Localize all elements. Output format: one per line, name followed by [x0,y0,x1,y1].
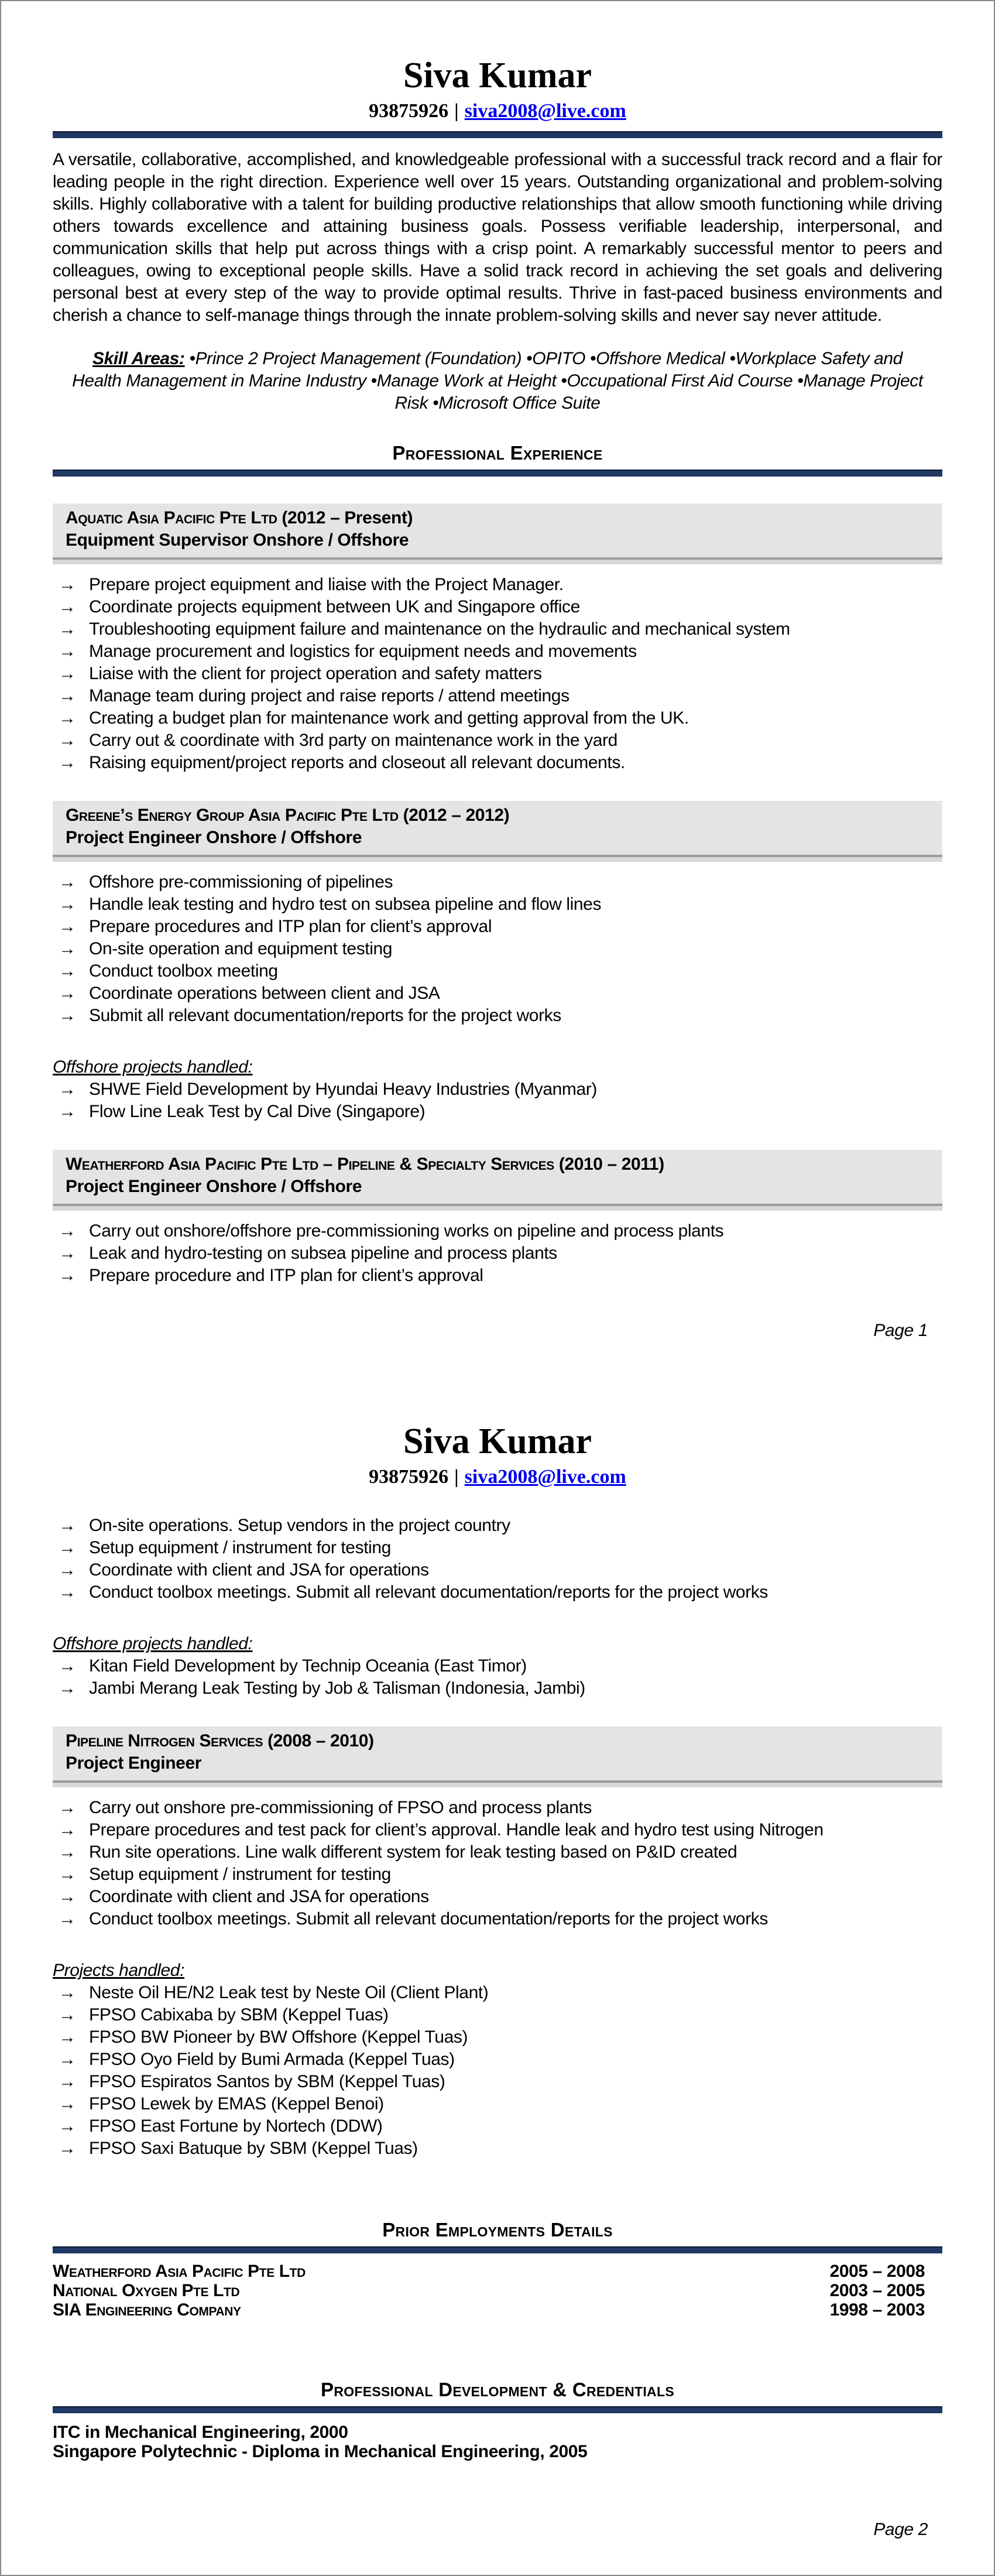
bullet-text: FPSO East Fortune by Nortech (DDW) [89,2116,383,2136]
arrow-bullet-icon: → [59,1842,76,1862]
job-company: Pipeline Nitrogen Services [66,1731,263,1751]
arrow-bullet-icon: → [59,961,76,981]
bullet-list [53,1220,942,1287]
offshore-projects-label: Offshore projects handled: [53,1634,253,1653]
banner-edge [53,1780,942,1787]
bullet-text: Prepare project equipment and liaise with the Project Manager. [89,575,564,594]
bullet-item [53,1242,942,1265]
bullet-text: Kitan Field Development by Technip Oceania (East Timor) [89,1656,527,1676]
candidate-name: Siva Kumar [403,56,592,95]
bullet-text: Carry out onshore pre-commissioning of FPSO and process plants [89,1798,592,1817]
bullet-text: FPSO BW Pioneer by BW Offshore (Keppel Tuas) [89,2027,468,2047]
arrow-bullet-icon: → [59,1560,76,1580]
arrow-bullet-icon: → [59,939,76,958]
bullet-item [53,1515,942,1537]
arrow-bullet-icon: → [59,686,76,705]
bullet-item [53,1819,942,1841]
job-dates: (2008 – 2010) [267,1731,374,1751]
candidate-name: Siva Kumar [403,1421,592,1461]
bullet-item [53,752,942,774]
bullet-item [53,1982,942,2004]
arrow-bullet-icon: → [59,2072,76,2091]
skill-areas-text: •Prince 2 Project Management (Foundation) •OPITO •Offshore Medical •Workplace Safety and Health Management in Marine Industry •Manage Work at Height •Occupational First Aid Course •Manage Project Risk •Microsoft Office Suite [72,349,923,413]
arrow-bullet-icon: → [59,1656,76,1676]
job-title: Equipment Supervisor Onshore / Offshore [66,530,409,550]
bullet-text: Flow Line Leak Test by Cal Dive (Singapore) [89,1102,426,1121]
arrow-bullet-icon: → [59,1820,76,1839]
bullet-text: Raising equipment/project reports and closeout all relevant documents. [89,753,625,772]
job-company-line [66,1730,929,1752]
bullet-text: Manage team during project and raise reports / attend meetings [89,686,569,705]
arrow-bullet-icon: → [59,917,76,936]
job-banner [53,801,942,862]
job-title: Project Engineer Onshore / Offshore [66,1177,362,1196]
bullet-list [53,1797,942,1930]
page2-header [53,1421,942,1489]
bullet-text: Carry out onshore/offshore pre-commissioning works on pipeline and process plants [89,1221,724,1241]
arrow-bullet-icon: → [59,1865,76,1884]
job-company-line [66,1153,929,1176]
bullet-item [53,960,942,982]
bullet-text: FPSO Espiratos Santos by SBM (Keppel Tuas) [89,2072,445,2091]
contact-line [53,100,942,123]
bullet-item [53,1265,942,1287]
bullet-item [53,2093,942,2115]
bullet-text: Submit all relevant documentation/reports for the project works [89,1006,561,1025]
offshore-projects-list [53,1078,942,1123]
bullet-item [53,2137,942,2160]
job-dates: (2012 – Present) [282,508,413,527]
bullet-item [53,1101,942,1123]
arrow-bullet-icon: → [59,1798,76,1817]
bullet-text: On-site operations. Setup vendors in the project country [89,1516,510,1535]
skill-areas [70,348,925,415]
prior-employment-row [53,2300,942,2320]
job-banner [53,1150,942,1211]
prior-company: Weatherford Asia Pacific Pte Ltd [53,2262,306,2281]
arrow-bullet-icon: → [59,575,76,594]
email-link[interactable]: siva2008@live.com [464,1466,626,1488]
arrow-bullet-icon: → [59,1266,76,1285]
arrow-bullet-icon: → [59,2005,76,2025]
bullet-item [53,618,942,640]
arrow-bullet-icon: → [59,1102,76,1121]
bullet-text: Prepare procedures and ITP plan for client’s approval [89,917,492,936]
arrow-bullet-icon: → [59,1516,76,1535]
bullet-item [53,893,942,916]
bullet-text: Conduct toolbox meeting [89,961,278,981]
arrow-bullet-icon: → [59,1080,76,1099]
bullet-item [53,685,942,707]
summary-paragraph: A versatile, collaborative, accomplished, and knowledgeable professional with a successful track record and a flair for leading people in the right direction. Experience well over 15 years. Outstanding organizational and problem-solving skills. Highly collaborative with a talent for building productive relationships that allow smooth functioning while driving others towards excellence and attaining business goals. Possess verifiable leadership, interpersonal, and communication skills that help put across things with a crisp point. A remarkably successful mentor to peers and colleagues, owing to exceptional people skills. Have a solid track record in achieving the set goals and delivering personal best at every step of the way to provide optimal results. Thrive in fast-paced business environments and cherish a chance to self-manage things through the innate problem-solving skills and never say never attitude. [53,150,942,325]
arrow-bullet-icon: → [59,1538,76,1557]
bullet-text: FPSO Saxi Batuque by SBM (Keppel Tuas) [89,2139,418,2158]
arrow-bullet-icon: → [59,1909,76,1928]
bullet-text: Manage procurement and logistics for equipment needs and movements [89,642,637,661]
job-company: Aquatic Asia Pacific Pte Ltd [66,508,277,527]
bullet-text: FPSO Cabixaba by SBM (Keppel Tuas) [89,2005,389,2025]
bullet-item [53,871,942,893]
arrow-bullet-icon: → [59,664,76,683]
arrow-bullet-icon: → [59,1221,76,1241]
contact-separator: | [454,100,459,122]
bullet-text: Conduct toolbox meetings. Submit all relevant documentation/reports for the project works [89,1582,768,1602]
bullet-item [53,1537,942,1559]
arrow-bullet-icon: → [59,1678,76,1698]
job-title: Project Engineer Onshore / Offshore [66,828,362,847]
job-banner [53,503,942,564]
section-divider [53,470,942,477]
bullet-text: Coordinate projects equipment between UK and Singapore office [89,597,580,616]
arrow-bullet-icon: → [59,1006,76,1025]
banner-edge [53,557,942,564]
bullet-text: Conduct toolbox meetings. Submit all relevant documentation/reports for the project works [89,1909,768,1928]
bullet-item [53,729,942,752]
bullet-item [53,1864,942,1886]
bullet-text: Handle leak testing and hydro test on subsea pipeline and flow lines [89,895,602,914]
arrow-bullet-icon: → [59,597,76,616]
arrow-bullet-icon: → [59,1983,76,2002]
arrow-bullet-icon: → [59,1887,76,1906]
page1-footer: Page 1 [873,1321,928,1340]
bullet-item [53,1581,942,1604]
bullet-item [53,2115,942,2137]
contact-line [53,1465,942,1489]
bullet-text: Liaise with the client for project operation and safety matters [89,664,542,683]
job-greenes [53,801,942,1123]
prior-employment-row [53,2281,942,2300]
bullet-text: Offshore pre-commissioning of pipelines [89,872,393,892]
bullet-text: Carry out & coordinate with 3rd party on maintenance work in the yard [89,731,617,750]
section-divider [53,2246,942,2253]
arrow-bullet-icon: → [59,1582,76,1602]
projects-handled-label: Projects handled: [53,1961,185,1980]
bullet-text: Setup equipment / instrument for testing [89,1538,391,1557]
bullet-item [53,640,942,663]
job-company-line [66,804,929,827]
email-link[interactable]: siva2008@live.com [464,100,626,122]
header-divider [53,131,942,138]
bullet-item [53,1677,942,1700]
page1-header [53,55,942,138]
bullet-item [53,1559,942,1581]
phone-number: 93875926 [369,100,449,122]
arrow-bullet-icon: → [59,2094,76,2113]
arrow-bullet-icon: → [59,708,76,728]
bullet-list [53,574,942,774]
section-heading-prior-employments: Prior Employments Details [382,2219,613,2241]
section-heading-credentials: Professional Development & Credentials [321,2379,674,2400]
bullet-text: Coordinate with client and JSA for operations [89,1560,429,1580]
arrow-bullet-icon: → [59,872,76,892]
arrow-bullet-icon: → [59,753,76,772]
credentials-list [53,2423,942,2461]
prior-years: 2005 – 2008 [829,2262,925,2281]
phone-number: 93875926 [369,1466,449,1488]
job-company-line [66,507,929,529]
offshore-projects-list [53,1655,942,1700]
credential-item: Singapore Polytechnic - Diploma in Mechanical Engineering, 2005 [53,2442,588,2461]
continuation-bullet-list [53,1515,942,1604]
bullet-text: On-site operation and equipment testing [89,939,393,958]
bullet-list [53,871,942,1027]
job-dates: (2010 – 2011) [558,1155,664,1174]
bullet-text: Prepare procedures and test pack for client’s approval. Handle leak and hydro test using Nitrogen [89,1820,824,1839]
job-company: Weatherford Asia Pacific Pte Ltd – Pipeline & Specialty Services [66,1155,554,1174]
bullet-item [53,1655,942,1677]
arrow-bullet-icon: → [59,2116,76,2136]
arrow-bullet-icon: → [59,642,76,661]
prior-years: 1998 – 2003 [829,2300,925,2320]
banner-edge [53,1204,942,1211]
bullet-text: Troubleshooting equipment failure and maintenance on the hydraulic and mechanical system [89,619,790,639]
bullet-item [53,938,942,960]
bullet-item [53,1908,942,1930]
bullet-item [53,2049,942,2071]
bullet-item [53,707,942,729]
skill-areas-label: Skill Areas: [92,349,185,368]
arrow-bullet-icon: → [59,1244,76,1263]
prior-years: 2003 – 2005 [829,2281,925,2300]
arrow-bullet-icon: → [59,984,76,1003]
job-aquatic [53,503,942,774]
prior-employments-table [53,2262,942,2320]
projects-handled-list [53,1982,942,2160]
bullet-text: FPSO Oyo Field by Bumi Armada (Keppel Tuas) [89,2050,455,2069]
credential-item: ITC in Mechanical Engineering, 2000 [53,2423,348,2442]
bullet-text: SHWE Field Development by Hyundai Heavy Industries (Myanmar) [89,1080,597,1099]
bullet-item [53,1220,942,1242]
arrow-bullet-icon: → [59,2050,76,2069]
prior-employment-row [53,2262,942,2281]
bullet-item [53,574,942,596]
bullet-item [53,982,942,1005]
bullet-text: Coordinate with client and JSA for operations [89,1887,429,1906]
bullet-text: Run site operations. Line walk different system for leak testing based on P&ID created [89,1842,737,1862]
job-company: Greene’s Energy Group Asia Pacific Pte Ltd [66,806,399,825]
bullet-item [53,1797,942,1819]
section-heading-experience: Professional Experience [392,442,603,464]
bullet-item [53,2004,942,2026]
bullet-item [53,1005,942,1027]
bullet-text: Jambi Merang Leak Testing by Job & Talisman (Indonesia, Jambi) [89,1678,585,1698]
job-title: Project Engineer [66,1753,202,1773]
bullet-text: Prepare procedure and ITP plan for client’s approval [89,1266,483,1285]
prior-company: SIA Engineering Company [53,2300,241,2320]
arrow-bullet-icon: → [59,2139,76,2158]
arrow-bullet-icon: → [59,2027,76,2047]
bullet-item [53,1078,942,1101]
bullet-item [53,2026,942,2049]
bullet-text: FPSO Lewek by EMAS (Keppel Benoi) [89,2094,384,2113]
bullet-text: Creating a budget plan for maintenance work and getting approval from the UK. [89,708,689,728]
job-banner [53,1727,942,1787]
arrow-bullet-icon: → [59,619,76,639]
arrow-bullet-icon: → [59,731,76,750]
prior-company: National Oxygen Pte Ltd [53,2281,240,2300]
arrow-bullet-icon: → [59,895,76,914]
job-pipeline-nitrogen [53,1727,942,2160]
bullet-item [53,663,942,685]
bullet-item [53,1886,942,1908]
bullet-text: Neste Oil HE/N2 Leak test by Neste Oil (Client Plant) [89,1983,489,2002]
bullet-item [53,2071,942,2093]
banner-edge [53,855,942,862]
bullet-text: Leak and hydro-testing on subsea pipeline and process plants [89,1244,557,1263]
contact-separator: | [454,1466,459,1488]
bullet-item [53,596,942,618]
section-divider [53,2406,942,2413]
offshore-projects-label: Offshore projects handled: [53,1057,253,1077]
bullet-item [53,916,942,938]
bullet-text: Setup equipment / instrument for testing [89,1865,391,1884]
bullet-item [53,1841,942,1864]
bullet-text: Coordinate operations between client and JSA [89,984,440,1003]
job-dates: (2012 – 2012) [403,806,510,825]
page2-footer: Page 2 [873,2520,928,2539]
job-weatherford [53,1150,942,1287]
